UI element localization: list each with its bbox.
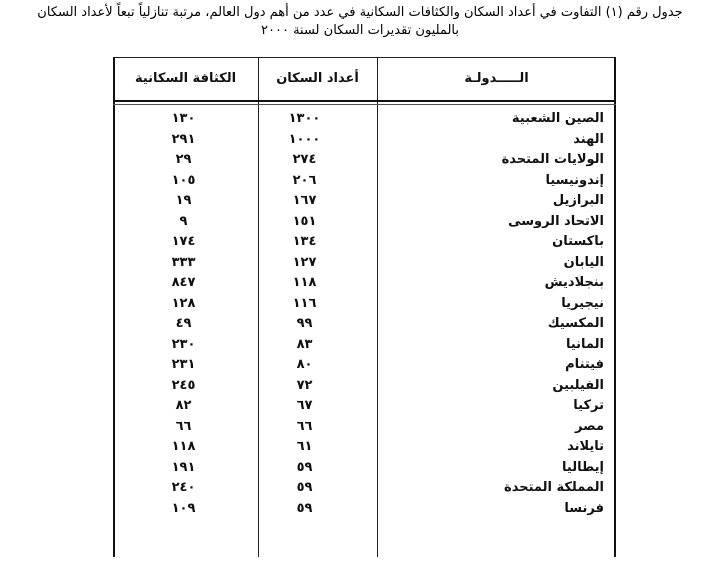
cell-population: ١٥١ bbox=[292, 213, 317, 229]
table-row bbox=[113, 273, 616, 294]
cell-population: ٧٢ bbox=[296, 377, 313, 393]
cell-density: ١٣٠ bbox=[171, 111, 196, 126]
table-row bbox=[113, 376, 616, 397]
cell-density: ١٠٥ bbox=[171, 172, 196, 188]
cell-population: ١٠٠٠ bbox=[288, 131, 321, 147]
table-row bbox=[113, 314, 616, 335]
cell-density: ١٠٩ bbox=[171, 500, 196, 516]
table-row bbox=[113, 499, 616, 520]
table-row bbox=[113, 232, 616, 253]
caption-line-2: بالمليون تقديرات السكان لسنة ٢٠٠٠ bbox=[261, 23, 459, 38]
cell-density: ١٩١ bbox=[171, 459, 196, 475]
cell-country: المملكة المتحدة bbox=[504, 480, 604, 495]
header-density: الكثافة السكانية bbox=[134, 70, 237, 86]
table-row bbox=[113, 109, 616, 130]
cell-population: ١٦٧ bbox=[292, 193, 317, 208]
cell-population: ٦٦ bbox=[296, 418, 313, 434]
cell-population: ٨٣ bbox=[296, 336, 313, 352]
cell-population: ١٣٤ bbox=[292, 234, 317, 249]
cell-population: ١٢٧ bbox=[292, 254, 317, 270]
cell-country: اليابان bbox=[563, 254, 604, 270]
table-body bbox=[113, 109, 616, 519]
cell-country: باكستان bbox=[552, 234, 604, 249]
cell-population: ١١٦ bbox=[292, 295, 317, 311]
cell-density: ١٧٤ bbox=[171, 234, 196, 249]
table-row bbox=[113, 478, 616, 499]
cell-country: إيطاليا bbox=[562, 459, 604, 475]
cell-density: ١٢٨ bbox=[171, 295, 196, 311]
cell-country: الصين الشعبية bbox=[511, 111, 604, 126]
caption-line-1: جدول رقم (١) التفاوت في أعداد السكان والكثافات السكانية في عدد من أهم دول العالم، مرتبة تنازلياً تبعاً لأعداد السكان bbox=[37, 5, 683, 20]
cell-country: الفيلبين bbox=[552, 377, 604, 393]
cell-population: ٩٩ bbox=[296, 316, 313, 331]
cell-density: ١١٨ bbox=[171, 439, 196, 454]
cell-density: ٨٤٧ bbox=[171, 275, 196, 290]
cell-population: ٨٠ bbox=[296, 357, 313, 372]
cell-country: الهند bbox=[573, 131, 604, 147]
header-population: أعداد السكان bbox=[276, 70, 359, 86]
table-row bbox=[113, 396, 616, 417]
cell-country: تركيا bbox=[573, 398, 604, 413]
table-row bbox=[113, 253, 616, 274]
cell-country: الاتحاد الروسى bbox=[508, 213, 604, 229]
cell-population: ١١٨ bbox=[292, 275, 317, 290]
table-caption bbox=[0, 4, 720, 40]
cell-population: ٥٩ bbox=[296, 500, 313, 516]
cell-density: ٢٣٠ bbox=[171, 336, 196, 352]
cell-population: ٢٠٦ bbox=[292, 172, 317, 188]
header-rule-thin bbox=[113, 104, 616, 105]
table-row bbox=[113, 417, 616, 438]
table-row bbox=[113, 335, 616, 356]
cell-density: ٦٦ bbox=[175, 418, 192, 434]
cell-country: تايلاند bbox=[567, 439, 604, 454]
cell-country: إندونيسيا bbox=[545, 172, 604, 188]
cell-country: المانيا bbox=[565, 336, 604, 352]
table-row bbox=[113, 150, 616, 171]
cell-country: فيتنام bbox=[565, 357, 604, 372]
cell-country: مصر bbox=[575, 418, 604, 434]
cell-country: فرنسا bbox=[564, 500, 604, 516]
cell-country: نيجيريا bbox=[561, 295, 604, 311]
population-table bbox=[113, 57, 616, 557]
cell-density: ٤٩ bbox=[175, 316, 192, 331]
cell-density: ٨٢ bbox=[175, 398, 192, 413]
cell-country: الولايات المتحدة bbox=[501, 152, 604, 167]
cell-country: بنجلاديش bbox=[544, 275, 604, 290]
cell-population: ١٣٠٠ bbox=[288, 111, 321, 126]
cell-population: ٥٩ bbox=[296, 480, 313, 495]
cell-density: ٣٣٣ bbox=[171, 254, 196, 270]
header-country: الـــــدولـة bbox=[464, 70, 529, 86]
table-row bbox=[113, 171, 616, 192]
table-row bbox=[113, 130, 616, 151]
header-rule bbox=[113, 100, 616, 102]
table-row bbox=[113, 294, 616, 315]
table-row bbox=[113, 191, 616, 212]
cell-density: ٩ bbox=[179, 213, 188, 229]
cell-population: ٥٩ bbox=[296, 459, 313, 475]
table-row bbox=[113, 437, 616, 458]
table-row bbox=[113, 212, 616, 233]
table-row bbox=[113, 458, 616, 479]
cell-country: البرازيل bbox=[552, 193, 604, 208]
table-row bbox=[113, 355, 616, 376]
cell-density: ٢٣١ bbox=[171, 357, 196, 372]
cell-density: ٢٤٠ bbox=[171, 480, 196, 495]
cell-density: ٢٩١ bbox=[171, 131, 196, 147]
cell-density: ٢٤٥ bbox=[171, 377, 196, 393]
cell-population: ٦١ bbox=[296, 439, 313, 454]
cell-density: ٢٩ bbox=[175, 152, 192, 167]
cell-population: ٦٧ bbox=[296, 398, 313, 413]
cell-country: المكسيك bbox=[547, 316, 604, 331]
cell-density: ١٩ bbox=[175, 193, 192, 208]
cell-population: ٢٧٤ bbox=[292, 152, 317, 167]
